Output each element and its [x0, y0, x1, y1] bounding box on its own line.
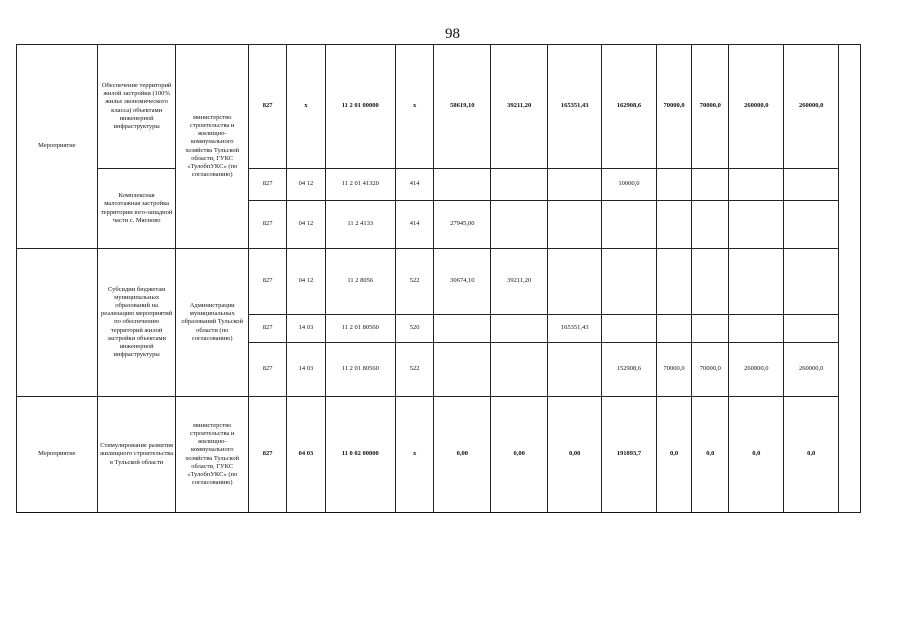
csr-cell: 11 2 8056 — [325, 249, 395, 315]
value-cell — [491, 343, 548, 397]
value-cell — [434, 169, 491, 201]
value-cell: 70000,0 — [656, 343, 691, 397]
value-cell — [434, 343, 491, 397]
value-cell: 39211,20 — [491, 249, 548, 315]
value-cell: 191893,7 — [602, 397, 657, 513]
value-cell: 260000,0 — [729, 343, 784, 397]
grbs-cell: 827 — [248, 249, 286, 315]
value-cell: 0,0 — [692, 397, 729, 513]
value-cell: 260000,0 — [784, 343, 839, 397]
value-cell: 70000,0 — [692, 45, 729, 169]
value-cell: 30674,10 — [434, 249, 491, 315]
budget-table — [16, 44, 861, 513]
table-row — [17, 45, 861, 169]
value-cell — [602, 201, 657, 249]
grbs-cell: 827 — [248, 315, 286, 343]
value-cell: 27945,00 — [434, 201, 491, 249]
row-name-cell: Стимулирование развития жилищного строительства в Тульской области — [97, 397, 176, 513]
value-cell — [491, 169, 548, 201]
row-executor-cell: министерство строительства и жилищно-коммунального хозяйства Тульской области, ГУКС «ТулобпУКС» (по согласованию) — [176, 397, 248, 513]
grbs-cell: 827 — [248, 397, 286, 513]
value-cell — [729, 169, 784, 201]
row-name-cell: Обеспечение территорий жилой застройки (100% жилье экономического класса) объектами инженерной инфраструктуры — [97, 45, 176, 169]
page-number: 98 — [445, 26, 460, 42]
value-cell: 10000,0 — [602, 169, 657, 201]
value-cell: 70000,0 — [656, 45, 691, 169]
value-cell — [491, 315, 548, 343]
value-cell: 39211,20 — [491, 45, 548, 169]
vr-cell: 414 — [395, 201, 433, 249]
vr-cell: x — [395, 397, 433, 513]
value-cell — [692, 249, 729, 315]
row-name-cell: Субсидии бюджетам муниципальных образований на реализацию мероприятий по обеспечению территорий жилой застройки объектами инженерной инфраструктуры — [97, 249, 176, 397]
row-executor-cell: Администрации муниципальных образований Тульской области (по согласованию) — [176, 249, 248, 397]
value-cell — [602, 315, 657, 343]
value-cell — [656, 169, 691, 201]
value-cell: 162908,6 — [602, 45, 657, 169]
value-cell — [692, 201, 729, 249]
value-cell: 165351,43 — [548, 315, 602, 343]
rzpr-cell: 14 03 — [287, 343, 325, 397]
value-cell — [692, 315, 729, 343]
vr-cell: 522 — [395, 249, 433, 315]
row-type-cell — [17, 249, 98, 397]
vr-cell: 414 — [395, 169, 433, 201]
value-cell: 0,0 — [784, 397, 839, 513]
value-cell: 260000,0 — [729, 45, 784, 169]
value-cell — [602, 249, 657, 315]
row-type-cell: Мероприятие — [17, 397, 98, 513]
rzpr-cell: x — [287, 45, 325, 169]
value-cell — [784, 169, 839, 201]
value-cell: 0,00 — [548, 397, 602, 513]
value-cell — [784, 249, 839, 315]
rzpr-cell: 14 03 — [287, 315, 325, 343]
table-row — [17, 169, 861, 201]
value-cell — [548, 343, 602, 397]
value-cell: 58619,10 — [434, 45, 491, 169]
value-cell: 165351,43 — [548, 45, 602, 169]
value-cell: 70000,0 — [692, 343, 729, 397]
value-cell — [729, 249, 784, 315]
csr-cell: 11 0 02 00000 — [325, 397, 395, 513]
value-cell: 0,00 — [434, 397, 491, 513]
value-cell: 260000,0 — [784, 45, 839, 169]
vr-cell: 522 — [395, 343, 433, 397]
rzpr-cell: 04 12 — [287, 201, 325, 249]
rzpr-cell: 04 12 — [287, 249, 325, 315]
value-cell — [784, 315, 839, 343]
vr-cell: x — [395, 45, 433, 169]
rzpr-cell: 04 12 — [287, 169, 325, 201]
grbs-cell: 827 — [248, 343, 286, 397]
csr-cell: 11 2 01 41320 — [325, 169, 395, 201]
csr-cell: 11 2 01 00000 — [325, 45, 395, 169]
csr-cell: 11 2 01 80560 — [325, 315, 395, 343]
vr-cell: 520 — [395, 315, 433, 343]
value-cell — [656, 249, 691, 315]
value-cell — [729, 201, 784, 249]
row-name-cell: Комплексная малоэтажная застройка территории юго-западной части с. Мясново — [97, 169, 176, 249]
empty-cell — [839, 45, 861, 513]
value-cell — [434, 315, 491, 343]
value-cell: 152908,6 — [602, 343, 657, 397]
table-row — [17, 397, 861, 513]
table-row — [17, 249, 861, 315]
value-cell — [491, 201, 548, 249]
value-cell — [729, 315, 784, 343]
value-cell — [784, 201, 839, 249]
row-executor-cell: министерство строительства и жилищно-коммунального хозяйства Тульской области, ГУКС «ТулобпУКС» (по согласованию) — [176, 45, 248, 249]
value-cell: 0,0 — [729, 397, 784, 513]
value-cell — [692, 169, 729, 201]
grbs-cell: 827 — [248, 45, 286, 169]
value-cell — [548, 201, 602, 249]
value-cell: 0,0 — [656, 397, 691, 513]
value-cell — [656, 201, 691, 249]
value-cell — [548, 169, 602, 201]
rzpr-cell: 04 03 — [287, 397, 325, 513]
value-cell — [656, 315, 691, 343]
row-type-cell: Мероприятие — [17, 45, 98, 249]
grbs-cell: 827 — [248, 169, 286, 201]
csr-cell: 11 2 01 80560 — [325, 343, 395, 397]
value-cell: 0,00 — [491, 397, 548, 513]
value-cell — [548, 249, 602, 315]
csr-cell: 11 2 4133 — [325, 201, 395, 249]
grbs-cell: 827 — [248, 201, 286, 249]
